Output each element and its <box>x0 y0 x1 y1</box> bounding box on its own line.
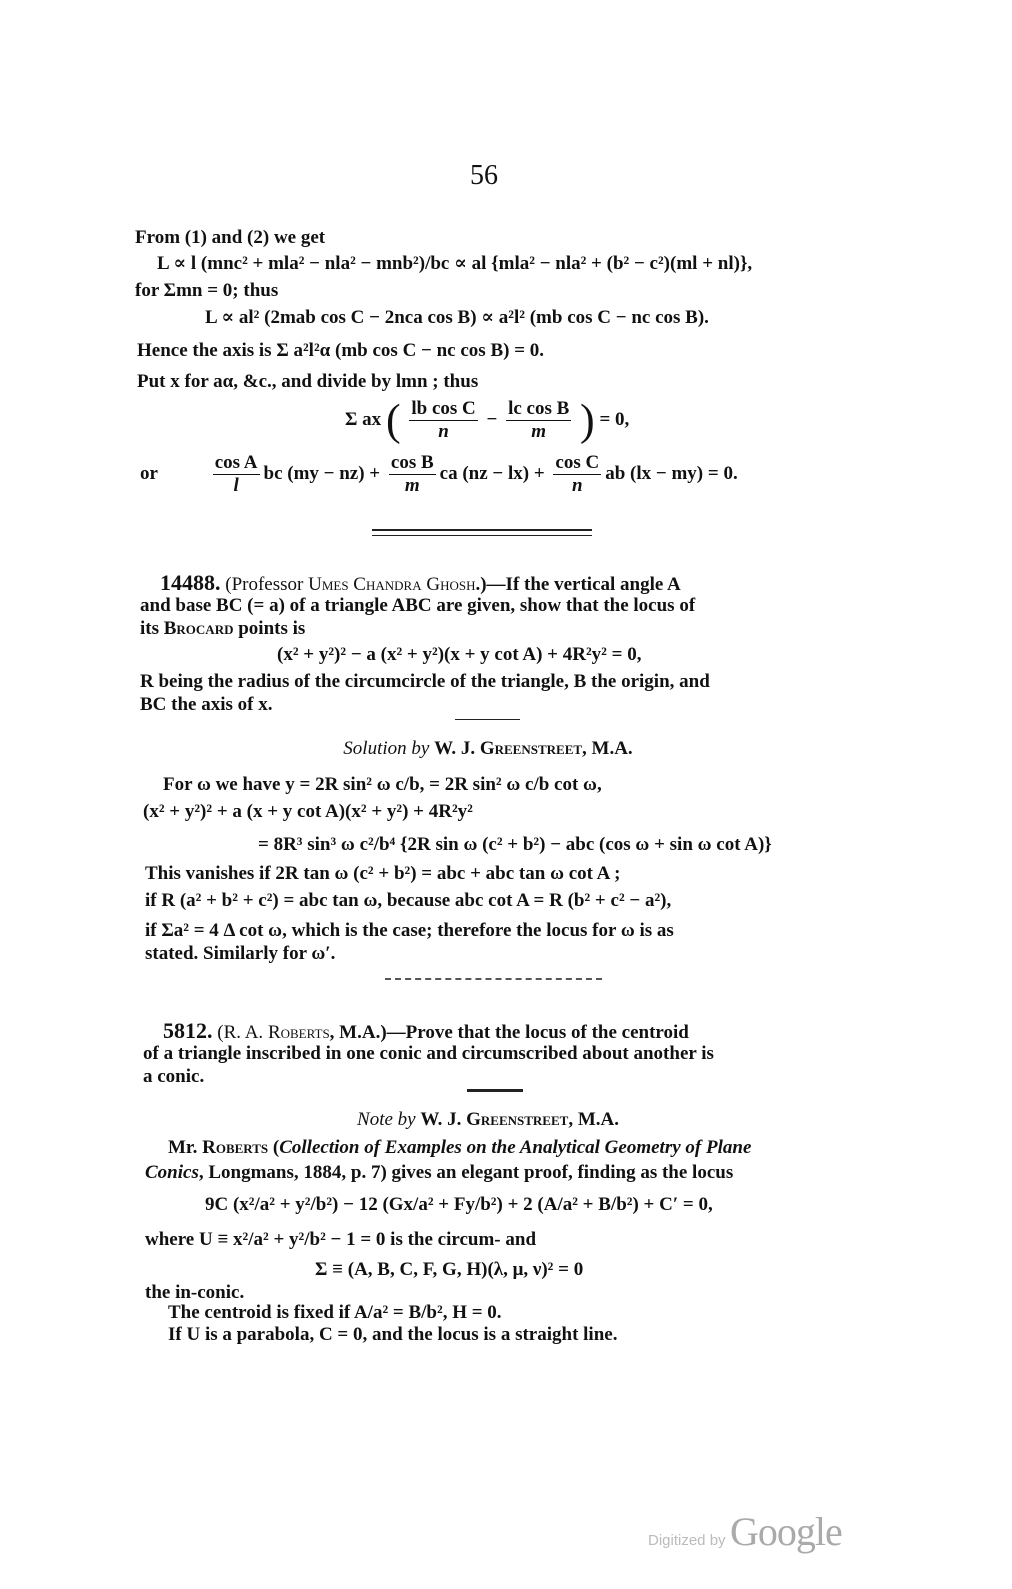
text-line: and base BC (= a) of a triangle ABC are given, show that the locus of <box>140 595 696 616</box>
equation-line: L ∝ al² (2mab cos C − 2nca cos B) ∝ a²l² (mb cos C − nc cos B). <box>205 307 709 328</box>
text: points is <box>233 618 306 639</box>
denominator: l <box>233 475 239 496</box>
note-heading <box>0 1109 976 1131</box>
solution-heading <box>0 738 976 760</box>
text-line <box>168 1137 751 1159</box>
equation-line: where U ≡ x²/a² + y²/b² − 1 = 0 is the circum- and <box>145 1229 537 1250</box>
eq-prefix: Σ ax <box>345 408 382 430</box>
paren-close: ) <box>580 395 595 445</box>
text-line: BC the axis of x. <box>140 694 273 715</box>
dashed-rule <box>385 978 602 980</box>
equation-line: (x² + y²)² − a (x² + y²)(x + y cot A) + 4R²y² = 0, <box>277 644 642 665</box>
text-line: Hence the axis is Σ a²l²α (mb cos C − nc cos B) = 0. <box>137 340 545 361</box>
numerator: cos C <box>555 452 600 473</box>
or-label: or <box>140 462 158 484</box>
text-line: for Σmn = 0; thus <box>135 280 279 301</box>
equation-line: (x² + y²)² + a (x + y cot A)(x² + y²) + 4R²y² <box>143 801 473 822</box>
fraction <box>409 398 477 443</box>
equation-line: 9C (x²/a² + y²/b²) − 12 (Gx/a² + Fy/b²) + 2 (A/a² + B/b²) + C′ = 0, <box>205 1194 713 1215</box>
equation-line: Σ ≡ (A, B, C, F, G, H)(λ, μ, ν)² = 0 <box>315 1259 584 1280</box>
eq-suffix: = 0, <box>599 408 630 430</box>
term: bc (my − nz) + <box>263 462 381 484</box>
label: Note by <box>357 1109 416 1130</box>
equation-or <box>140 452 738 497</box>
text-line: stated. Similarly for ω′. <box>145 943 336 964</box>
denominator: m <box>404 475 420 496</box>
text-line: From (1) and (2) we get <box>135 227 326 248</box>
text: its <box>140 618 164 639</box>
text-line <box>140 618 305 640</box>
short-rule <box>455 719 520 720</box>
author-name: W. J. Greenstreet, M.A. <box>434 738 633 759</box>
paren-open: ( <box>385 395 401 445</box>
fraction <box>213 452 260 497</box>
watermark-prefix: Digitized by <box>648 1532 726 1549</box>
text: .)—If the vertical angle A <box>475 574 681 595</box>
text-line: R being the radius of the circumcircle of the triangle, B the origin, and <box>140 671 710 692</box>
denominator: n <box>438 421 449 442</box>
text: , Longmans, 1884, p. 7) gives an elegant proof, finding as the locus <box>198 1162 734 1183</box>
text: , M.A.)—Prove that the locus of the centroid <box>329 1022 689 1043</box>
equation-line: L ∝ l (mnc² + mla² − nla² − mnb²)/bc ∝ al {mla² − nla² + (b² − c²)(ml + nl)}, <box>157 253 753 274</box>
equation-line: For ω we have y = 2R sin² ω c/b, = 2R sin² ω c/b cot ω, <box>163 774 602 795</box>
text-line: the in-conic. <box>145 1282 245 1303</box>
question-number: 5812. <box>163 1018 213 1043</box>
denominator: n <box>572 475 583 496</box>
equation-line: This vanishes if 2R tan ω (c² + b²) = abc + abc tan ω cot A ; <box>145 863 621 884</box>
book-title: Collection of Examples on the Analytical Geometry of Plane <box>279 1137 752 1158</box>
text-line: Put x for aα, &c., and divide by lmn ; thus <box>137 371 479 392</box>
label: Solution by <box>343 738 430 759</box>
numerator: lb cos C <box>411 398 476 419</box>
text-line: if Σa² = 4 Δ cot ω, which is the case; therefore the locus for ω is as <box>145 920 674 941</box>
text-line: a conic. <box>143 1066 205 1087</box>
text-line <box>145 1162 733 1184</box>
digitized-by-google-watermark <box>648 1508 842 1555</box>
minus: − <box>486 408 498 430</box>
numerator: lc cos B <box>508 398 570 419</box>
fraction <box>389 452 436 497</box>
fraction <box>506 398 571 443</box>
author-name: Umes Chandra Ghosh <box>308 574 476 595</box>
page-number: 56 <box>470 160 498 191</box>
denominator: m <box>531 421 547 442</box>
text-line: The centroid is fixed if A/a² = B/b², H = 0. <box>168 1302 502 1323</box>
equation-line: = 8R³ sin³ ω c²/b⁴ {2R sin ω (c² + b²) − abc (cos ω + sin ω cot A)} <box>258 834 772 855</box>
author-name: W. J. Greenstreet, M.A. <box>420 1109 619 1130</box>
fraction <box>553 452 601 497</box>
double-rule-bottom <box>372 535 592 536</box>
equation-sum <box>345 395 630 445</box>
text: ( <box>268 1137 280 1158</box>
question-heading <box>163 1020 689 1044</box>
text: Mr. <box>168 1137 203 1158</box>
author-name: Roberts <box>267 1022 330 1043</box>
term: ca (nz − lx) + <box>439 462 545 484</box>
question-heading <box>160 572 681 596</box>
numerator: cos B <box>390 452 434 473</box>
short-rule <box>467 1089 523 1092</box>
equation-line: if R (a² + b² + c²) = abc tan ω, because abc cot A = R (b² + c² − a²), <box>145 890 672 911</box>
question-number: 14488. <box>160 570 221 595</box>
text-line: If U is a parabola, C = 0, and the locus is a straight line. <box>168 1324 618 1345</box>
text: (Professor <box>225 574 309 595</box>
term: ab (lx − my) = 0. <box>605 462 738 484</box>
double-rule-top <box>372 529 592 531</box>
text: (R. A. <box>217 1022 268 1043</box>
google-logo: Google <box>730 1509 842 1554</box>
book-title: Conics <box>145 1162 199 1183</box>
numerator: cos A <box>214 452 258 473</box>
author-name: Roberts <box>202 1137 269 1158</box>
name: Brocard <box>163 618 234 639</box>
text-line: of a triangle inscribed in one conic and circumscribed about another is <box>143 1043 714 1064</box>
